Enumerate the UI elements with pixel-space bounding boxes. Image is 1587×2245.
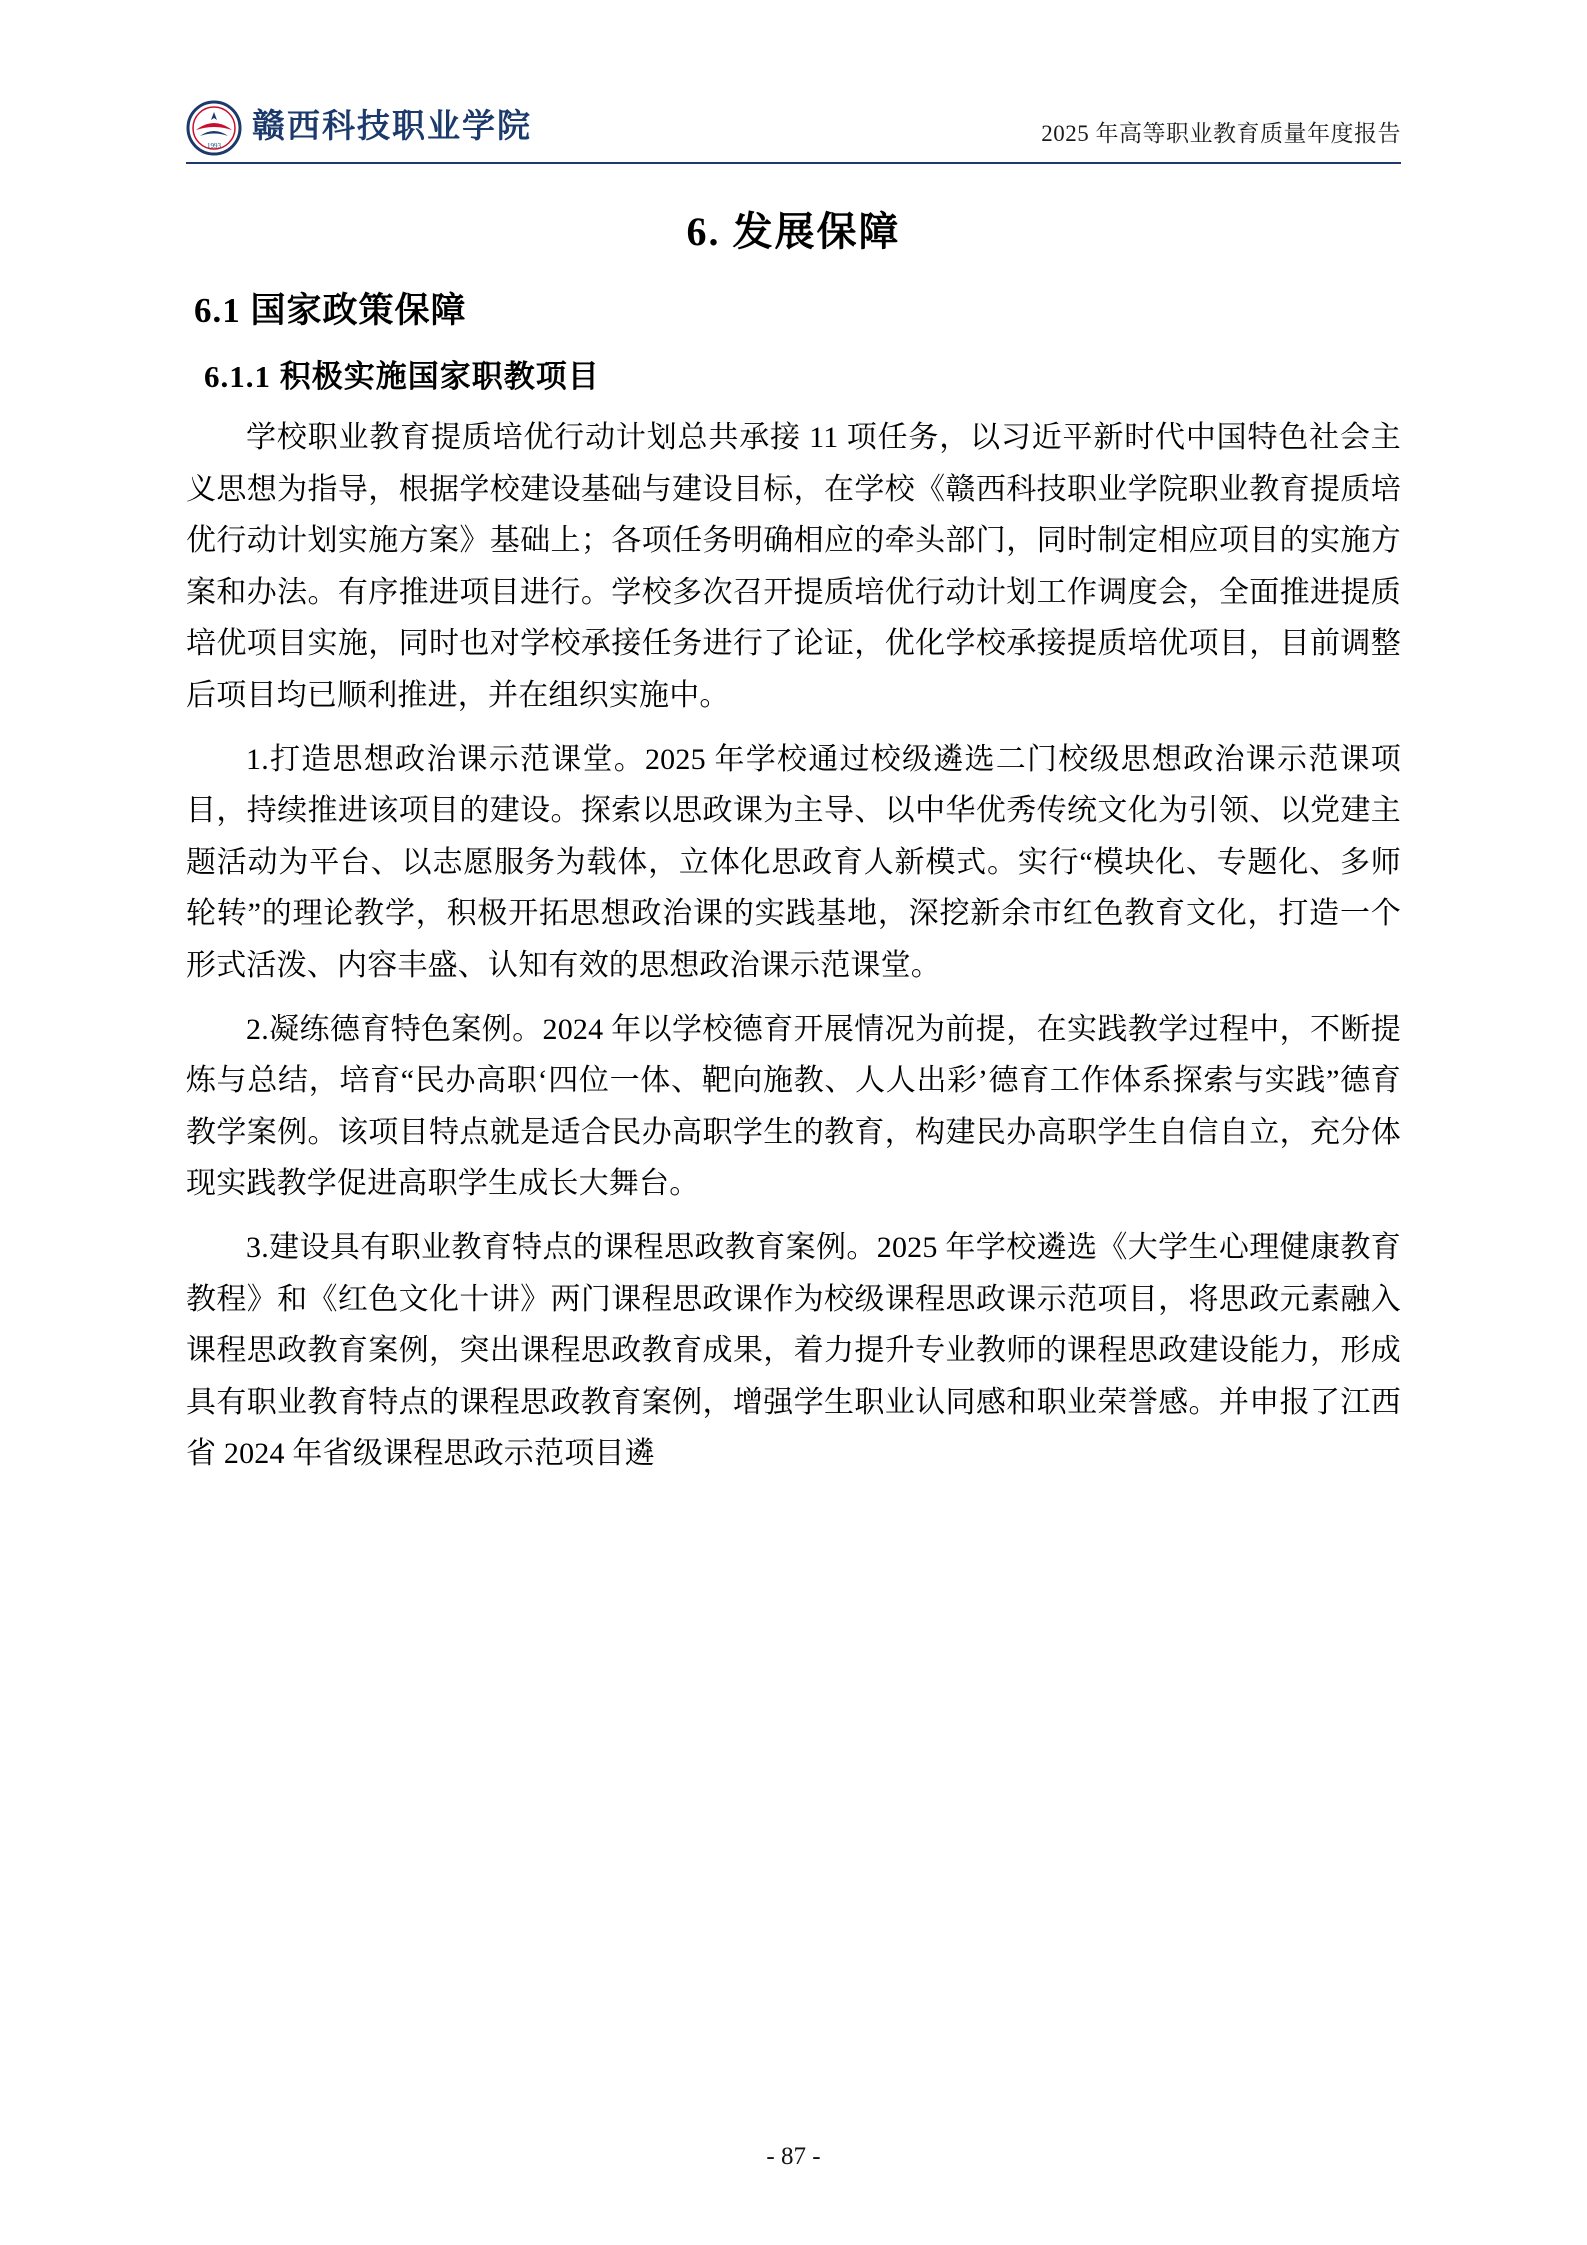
subsection-title: 6.1.1 积极实施国家职教项目 (204, 359, 600, 394)
section-title: 6.1 国家政策保障 (194, 291, 467, 330)
body-paragraph: 3.建设具有职业教育特点的课程思政教育案例。2025 年学校遴选《大学生心理健康教育教程》和《红色文化十讲》两门课程思政课作为校级课程思政课示范项目，将思政元素融入课程思政教育案例，突出课程思政教育成果，着力提升专业教师的课程思政建设能力，形成具有职业教育特点的课程思政教育案例，增强学生职业认同感和职业荣誉感。并申报了江西省 2024 年省级课程思政示范项目遴 (186, 1230, 1401, 1471)
page-content (186, 100, 1401, 1492)
institution-logo (186, 100, 532, 156)
chapter-title: 6. 发展保障 (686, 209, 901, 254)
page-number: - 87 - (766, 2143, 821, 2170)
page-header (186, 100, 1401, 164)
school-crest-icon (186, 100, 242, 156)
body-paragraph: 2.凝练德育特色案例。2024 年以学校德育开展情况为前提，在实践教学过程中，不断提炼与总结，培育“民办高职‘四位一体、靶向施教、人人出彩’德育工作体系探索与实践”德育教学案例。该项目特点就是适合民办高职学生的教育，构建民办高职学生自信自立，充分体现实践教学促进高职学生成长大舞台。 (186, 1012, 1401, 1201)
report-title: 2025 年高等职业教育质量年度报告 (1041, 121, 1401, 146)
body-paragraph: 学校职业教育提质培优行动计划总共承接 11 项任务，以习近平新时代中国特色社会主义思想为指导，根据学校建设基础与建设目标，在学校《赣西科技职业学院职业教育提质培优行动计划实施方案》基础上；各项任务明确相应的牵头部门，同时制定相应项目的实施方案和办法。有序推进项目进行。学校多次召开提质培优行动计划工作调度会，全面推进提质培优项目实施，同时也对学校承接任务进行了论证，优化学校承接提质培优项目，目前调整后项目均已顺利推进，并在组织实施中。 (186, 421, 1401, 712)
svg-text:1993: 1993 (207, 142, 221, 150)
institution-name: 赣西科技职业学院 (252, 108, 532, 145)
body-paragraph: 1.打造思想政治课示范课堂。2025 年学校通过校级遴选二门校级思想政治课示范课项目，持续推进该项目的建设。探索以思政课为主导、以中华优秀传统文化为引领、以党建主题活动为平台、以志愿服务为载体，立体化思政育人新模式。实行“模块化、专题化、多师轮转”的理论教学，积极开拓思想政治课的实践基地，深挖新余市红色教育文化，打造一个形式活泼、内容丰盛、认知有效的思想政治课示范课堂。 (186, 742, 1401, 982)
